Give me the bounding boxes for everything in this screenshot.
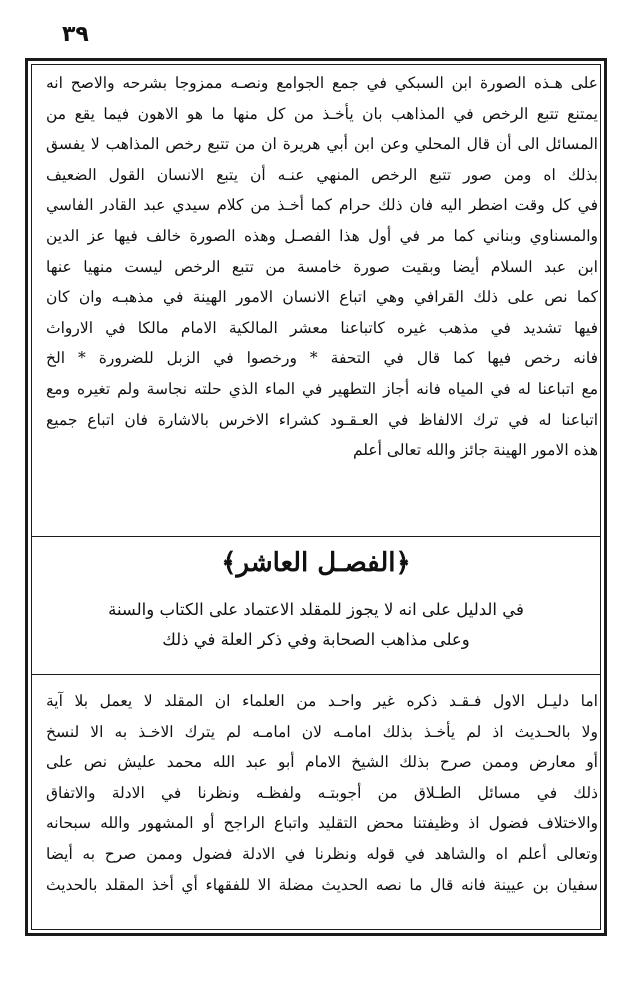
page-number: ٣٩ <box>62 22 89 47</box>
divider-rule <box>31 536 601 537</box>
text-line: بذلك اه ومن صور تتبع الرخص المنهي عنـه أن يتبع الانسان القول الضعيف <box>46 165 598 184</box>
text-line: يمتنع تتبع الرخص في المذاهب بان يأخـذ من كل منها ما هو الاهون فيما يقع من <box>46 104 598 123</box>
text-line: ولا بالحـديث اذ لم يأخـذ بذلك امامـه لان امامـه لم يترك الاخـذ به الا لنسخ <box>46 722 598 741</box>
text-line: فيها تشديد في مذهب غيره كاتباعنا معشر المالكية الامام مالكا في الارواث <box>46 318 598 337</box>
bottom-text-block <box>46 686 598 900</box>
text-line: سفيان بن عيينة فانه قال ما نصه الحديث مضلة الا للفقهاء أي أخذ المقلد بالحديث <box>46 875 598 894</box>
text-line: والمسناوي وبناني كما مر في أول هذا الفصـل وهذه الصورة خالف فيها عز الدين <box>46 226 598 245</box>
text-line: وتعالى أعلم اه والشاهد في قوله ونظرنا في الادلة فضول وممن صرح به أيضا <box>46 844 598 863</box>
text-line: المسائل الى أن قال المحلي وعن ابن أبي هريرة ان من تتبع رخص المذاهب لا يفسق <box>46 135 598 154</box>
text-line: ذلك في مسائل الطـلاق من أجوبتـه ولفظـه ونظرنا في الادلة والاتفاق <box>46 783 598 802</box>
text-line: مع اتباعنا له في المياه فانه أجاز التطهير في الماء الذي حلته نجاسة ولم تغيره ومع <box>46 379 598 398</box>
chapter-subtitle: في الدليل على انه لا يجوز للمقلد الاعتماد على الكتاب والسنة <box>108 600 524 619</box>
text-line: اتباعنا له في ترك الالفاظ في العـقـود كشراء الاخرس بالاشارة فان اتباع جميع <box>46 410 598 429</box>
divider-rule <box>31 674 601 675</box>
text-line: اما دليـل الاول فـقـد ذكره غير واحـد من العلماء ان المقلد لا يعمل بلا آية <box>46 692 598 710</box>
text-line: في كل وقت اضطر اليه فان ذلك حرام كما أخـذ من كلام سيدي عبد القادر الفاسي <box>46 196 598 215</box>
text-line: هذه الامور الهينة جائز والله تعالى أعلم <box>352 441 598 460</box>
text-line: على هـذه الصورة ابن السبكي في جمع الجوامع ونصـه ممزوجا بشرحه والاصح انه <box>46 74 598 92</box>
text-line: كما نص على ذلك القرافي وهي اتباع الانسان الامور الهينة في مذهبـه وان كان <box>46 288 598 307</box>
text-line: أو معارض وممن صرح بذلك الشيخ الامام أبو عبد الله محمد عليش نص على <box>46 753 598 772</box>
top-text-block <box>46 68 598 466</box>
poem-quote-line: فانه رخص فيها كما قال في التحفة * ورخصوا في الزبل للضرورة * الخ <box>46 349 598 368</box>
chapter-title: ﴿الفصـل العاشر﴾ <box>221 548 411 578</box>
text-line: ابن عبد السلام أيضا وبقيت صورة خامسة من تتبع الرخص ليست منهيا عنها <box>46 257 598 276</box>
chapter-subtitle: وعلى مذاهب الصحابة وفي ذكر العلة في ذلك <box>162 630 470 649</box>
text-line: والاختلاف فضول اذ وظيفتنا محض التقليد واتباع الراجح أو المشهور والله سبحانه <box>46 814 598 833</box>
